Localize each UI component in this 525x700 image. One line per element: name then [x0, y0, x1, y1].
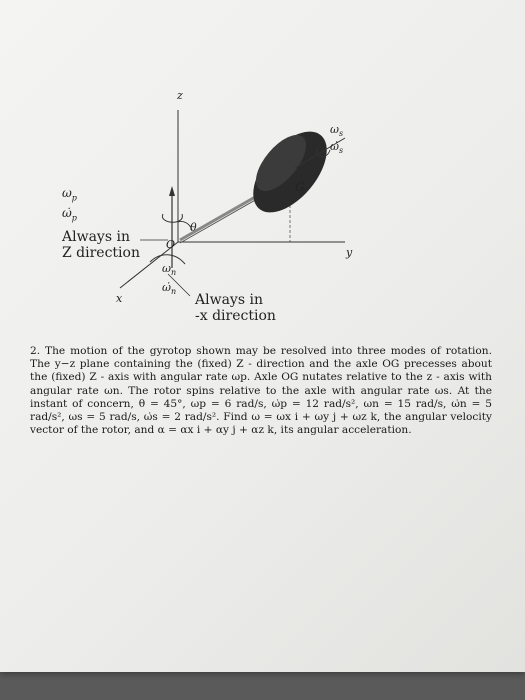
precession-arrow-head — [169, 186, 175, 196]
omega-s-dot-label: $\omegȧ_s$ — [330, 140, 344, 156]
x-axis-label: x — [116, 292, 123, 305]
omega-n-dot-label: $\omegȧ_n$ — [162, 281, 177, 297]
note-z-line1: Always in — [62, 229, 130, 245]
diagram-drawing — [0, 0, 525, 340]
y-axis-label: y — [346, 246, 353, 259]
omega-n-label: $\omega_n$ — [162, 262, 177, 278]
note-z-direction — [62, 229, 140, 261]
omega-p-label: $\omega_p$ — [62, 186, 77, 203]
problem-text: 2. The motion of the gyrotop shown may be resolved into three modes of rotation. The y−z plane containing the (fixed) Z - direction and the axle OG precesses about the (fixed) Z - axis with angular rate ωp. Axle OG nutates relative to the z - axis with angular rate ωn. The rotor spins relative to the axle with angular rate ωs. At the instant of concern, θ = 45°, ωp = 6 rad/s, ω̇p = 12 rad/s², ωn = 15 rad/s, ω̇n = 5 rad/s², ωs = 5 rad/s, ω̇s = 2 rad/s². Find ω = ωx i + ωy j + ωz k, the angular velocity vector of the rotor, and α = αx i + αy j + αz k, its angular acceleration. — [30, 345, 492, 437]
problem-statement — [30, 345, 492, 437]
gyrotop-diagram — [0, 0, 525, 340]
note-x-line1: Always in — [195, 292, 263, 308]
omega-s-label: $\omega_s$ — [330, 123, 344, 139]
note-x-line2: -x direction — [195, 308, 276, 324]
note-x-direction — [195, 292, 276, 324]
z-axis-label: z — [177, 89, 183, 102]
point-o-label: O — [166, 238, 176, 251]
omega-p-dot-label: $\omegȧ_p$ — [62, 206, 77, 223]
note-z-line2: Z direction — [62, 245, 140, 261]
theta-label: θ — [190, 221, 197, 234]
point-g-label: G — [295, 180, 305, 194]
